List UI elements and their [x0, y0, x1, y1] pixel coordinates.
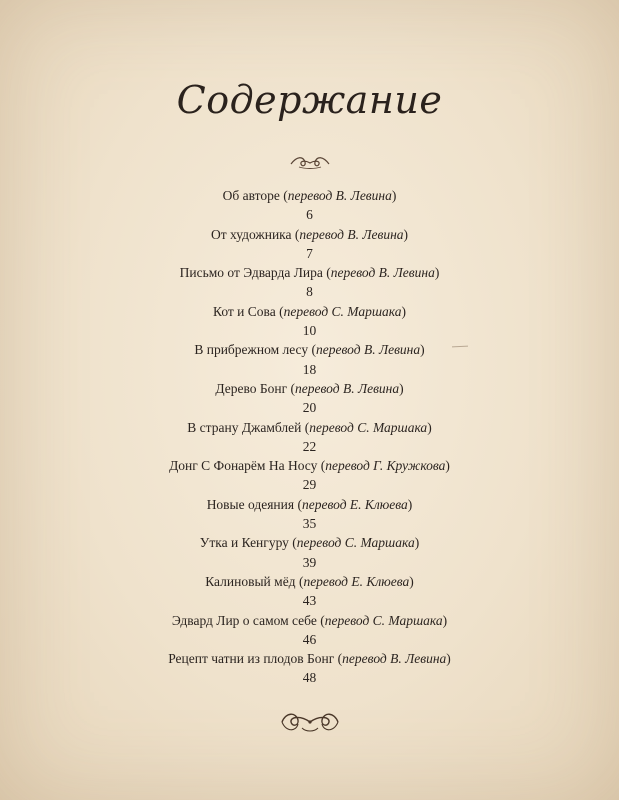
toc-entry-title-line: Рецепт чатни из плодов Бонг (перевод В. Левина)	[168, 651, 451, 667]
toc-entry	[0, 495, 619, 534]
toc-entry-translator: перевод В. Левина	[287, 188, 392, 203]
flourish-ornament-icon	[287, 152, 333, 172]
toc-entry-translator: перевод С. Маршака	[296, 535, 415, 551]
toc-entry-page-number: 39	[302, 554, 317, 570]
toc-entry-page-number: 18	[302, 361, 317, 377]
toc-entry-translator: перевод С. Маршака	[309, 419, 428, 435]
toc-entry	[0, 533, 619, 572]
toc-entry-title: Утка и Кенгуру	[199, 535, 289, 551]
toc-entry-title-line: Кот и Сова (перевод С. Маршака)	[212, 303, 407, 319]
toc-entry-translator: перевод С. Маршака	[324, 612, 443, 628]
toc-entry-title-line: Дерево Бонг (перевод В. Левина)	[215, 380, 404, 396]
toc-entry-translator: перевод В. Левина	[342, 651, 447, 667]
toc-entry-translator: перевод В. Левина	[295, 380, 400, 396]
toc-entry-title-line: Эдвард Лир о самом себе (перевод С. Маршака)	[171, 612, 448, 628]
toc-entry-title-line: Об авторе (перевод В. Левина)	[222, 188, 397, 203]
toc-entry-page-number: 29	[302, 477, 317, 493]
toc-entry	[0, 340, 619, 379]
toc-entry	[0, 186, 619, 225]
toc-entry-title: Новые одеяния	[206, 496, 295, 512]
toc-entry-title: Дерево Бонг	[215, 380, 288, 396]
toc-entry-title: Рецепт чатни из плодов Бонг	[168, 651, 335, 667]
toc-entry-translator: перевод Е. Клюева	[303, 573, 410, 589]
toc-entry-title: Калиновый мёд	[205, 573, 296, 589]
table-of-contents	[0, 186, 619, 688]
toc-entry-page-number: 8	[306, 284, 313, 300]
flourish-ornament-icon	[278, 708, 342, 736]
toc-entry-page-number: 10	[302, 323, 317, 339]
toc-entry-translator: перевод Е. Клюева	[301, 496, 408, 512]
toc-entry-page-number: 7	[306, 245, 313, 261]
toc-entry	[0, 572, 619, 611]
toc-entry-title-line: В страну Джамблей (перевод С. Маршака)	[187, 419, 432, 435]
toc-entry-title: Донг С Фонарём На Носу	[169, 458, 318, 474]
toc-entry	[0, 418, 619, 457]
toc-entry-page-number: 35	[302, 516, 317, 532]
page-title: Содержание	[176, 78, 443, 122]
toc-entry-translator: перевод В. Левина	[299, 226, 404, 242]
toc-entry-title: От художника	[210, 226, 292, 242]
toc-entry	[0, 456, 619, 495]
toc-entry	[0, 263, 619, 302]
toc-entry-title: В прибрежном лесу	[194, 342, 309, 358]
toc-entry-title-line: Донг С Фонарём На Носу (перевод Г. Кружкова)	[169, 458, 450, 474]
toc-entry-title: Письмо от Эдварда Лира	[179, 265, 323, 281]
toc-entry-title-line: От художника (перевод В. Левина)	[210, 226, 409, 242]
toc-entry-page-number: 20	[302, 400, 317, 416]
toc-entry-translator: перевод С. Маршака	[283, 303, 402, 319]
toc-entry-title: Эдвард Лир о самом себе	[171, 612, 317, 628]
toc-entry-title-line: Утка и Кенгуру (перевод С. Маршака)	[199, 535, 420, 551]
toc-entry-page-number: 22	[302, 438, 317, 454]
toc-entry	[0, 649, 619, 688]
toc-entry-title-line: Письмо от Эдварда Лира (перевод В. Левина)	[179, 265, 440, 281]
toc-entry-page-number: 46	[302, 631, 317, 647]
toc-entry	[0, 225, 619, 264]
toc-entry-title-line: В прибрежном лесу (перевод В. Левина)	[194, 342, 425, 358]
toc-entry-title-line: Калиновый мёд (перевод Е. Клюева)	[205, 573, 414, 589]
toc-entry-title: В страну Джамблей	[187, 419, 302, 435]
toc-entry-title-line: Новые одеяния (перевод Е. Клюева)	[206, 496, 413, 512]
toc-entry-translator: перевод Г. Кружкова	[325, 458, 446, 474]
toc-entry-title: Кот и Сова	[212, 303, 276, 319]
toc-entry-translator: перевод В. Левина	[316, 342, 421, 358]
toc-entry	[0, 302, 619, 341]
toc-entry-page-number: 48	[302, 670, 317, 686]
toc-entry-title: Об авторе	[222, 188, 280, 203]
toc-entry-page-number: 43	[302, 593, 317, 609]
toc-entry-translator: перевод В. Левина	[330, 265, 435, 281]
toc-entry	[0, 611, 619, 650]
toc-entry	[0, 379, 619, 418]
toc-entry-page-number: 6	[306, 207, 313, 223]
